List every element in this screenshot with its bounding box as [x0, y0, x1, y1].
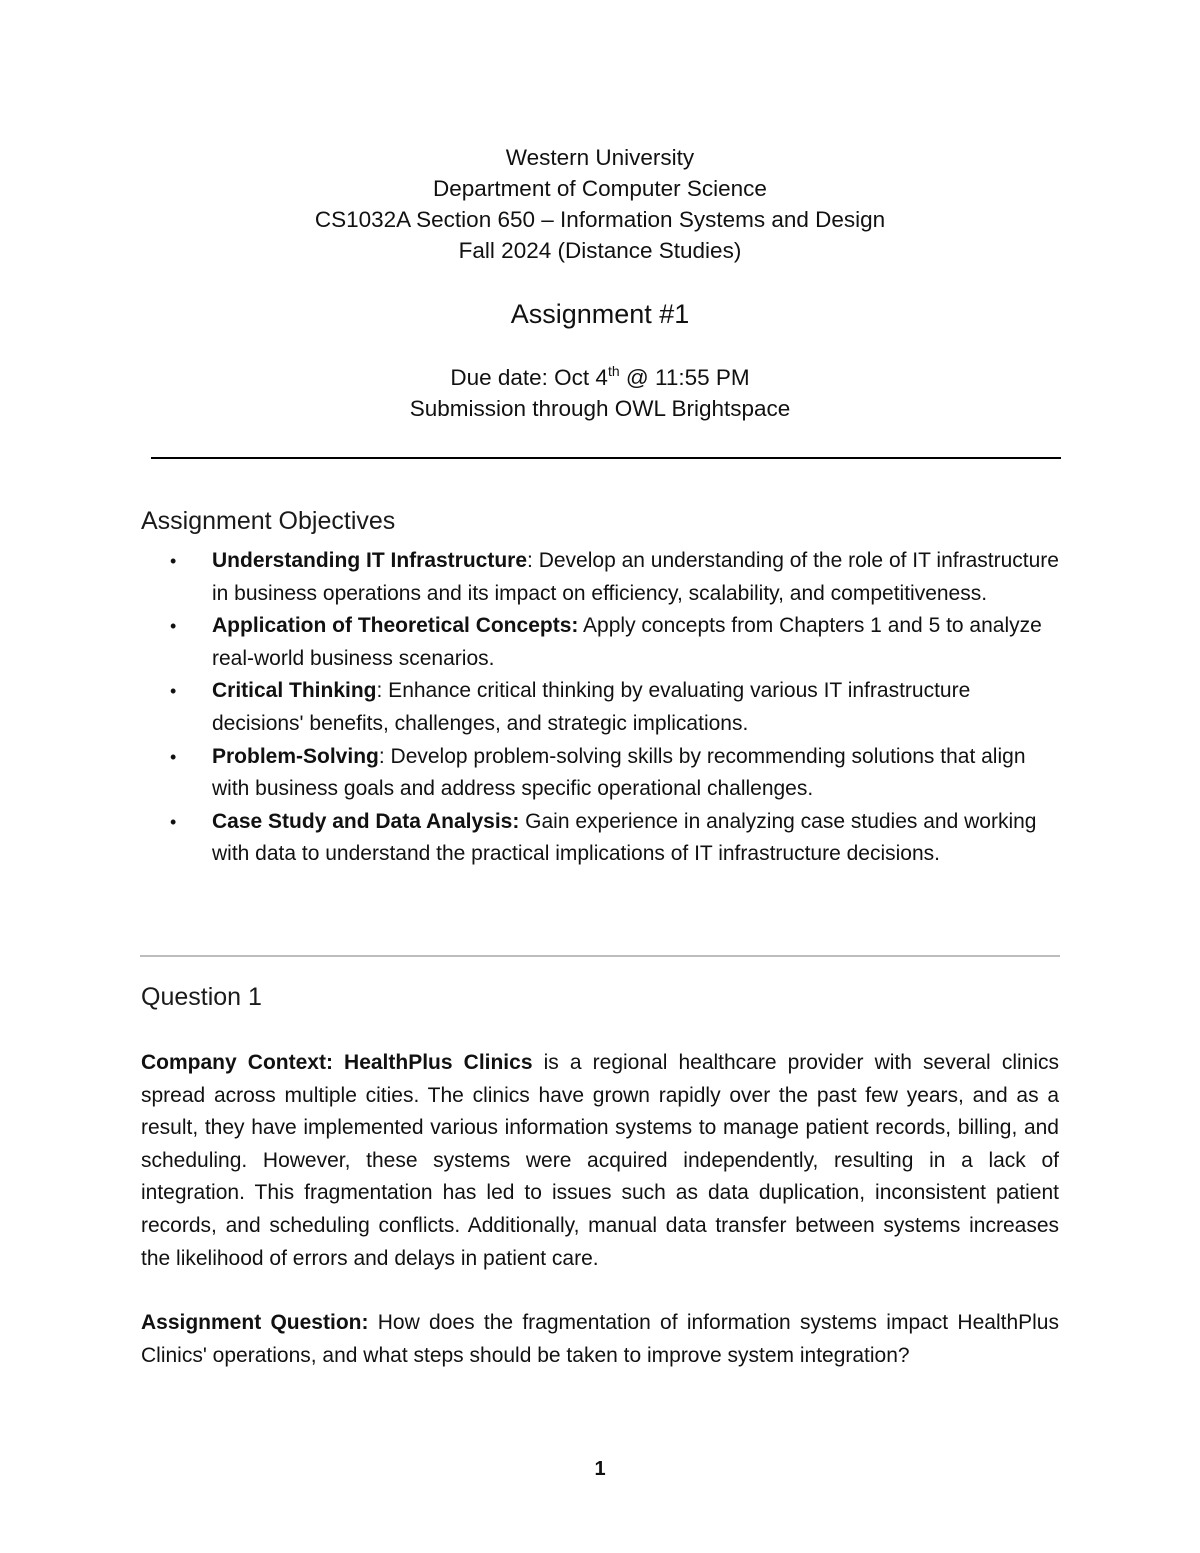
- due-date-prefix: Due date: Oct 4: [450, 365, 608, 390]
- due-date: [0, 362, 1200, 393]
- course-name: CS1032A Section 650 – Information Systems and Design: [314, 207, 886, 232]
- objective-term: Understanding IT Infrastructure: [212, 549, 528, 572]
- bullet-icon: •: [170, 616, 177, 637]
- objective-text: : Develop an understanding of the role of IT infrastructure in business operations and its impact on efficiency, scalability, and competitiveness.: [212, 549, 1059, 605]
- bullet-icon: •: [170, 551, 177, 571]
- bullet-icon: •: [170, 746, 177, 767]
- objective-term: Critical Thinking: [212, 679, 377, 703]
- objectives-list: [141, 545, 1061, 871]
- objective-text: : Develop problem-solving skills by recommending solutions that align with business goals and address specific operational challenges.: [212, 744, 1026, 801]
- objective-item: [141, 806, 1061, 871]
- company-context-paragraph: [141, 1047, 1059, 1275]
- term-name: Fall 2024 (Distance Studies): [458, 238, 742, 263]
- document-header: [0, 142, 1200, 266]
- department-name: Department of Computer Science: [433, 176, 767, 201]
- due-block: [0, 362, 1200, 424]
- objective-text: Gain experience in analyzing case studies and working with data to understand the practical implications of IT infrastructure decisions.: [212, 809, 1037, 866]
- assignment-question-text: How does the fragmentation of information systems impact HealthPlus Clinics' operations, and what steps should be taken to improve system integration?: [141, 1311, 1059, 1367]
- assignment-question-label: Assignment Question:: [141, 1311, 369, 1334]
- objective-term: Application of Theoretical Concepts:: [212, 614, 579, 638]
- submission-note: Submission through OWL Brightspace: [409, 396, 791, 421]
- objective-item: [141, 610, 1061, 675]
- page-number: 1: [594, 1458, 606, 1480]
- section-divider: [140, 955, 1060, 957]
- bullet-icon: •: [170, 681, 177, 702]
- bullet-icon: •: [170, 811, 177, 832]
- objective-term: Case Study and Data Analysis:: [212, 809, 520, 833]
- question-heading: Question 1: [141, 983, 262, 1011]
- header-divider: [151, 457, 1061, 459]
- due-date-superscript: th: [607, 363, 620, 379]
- university-name: Western University: [505, 145, 695, 170]
- objective-item: [141, 545, 1061, 610]
- company-context-label: Company Context: HealthPlus Clinics: [141, 1051, 533, 1074]
- objective-text: Apply concepts from Chapters 1 and 5 to analyze real-world business scenarios.: [212, 614, 1042, 670]
- company-context-text: is a regional healthcare provider with several clinics spread across multiple cities. The clinics have grown rapidly over the past few years, and as a result, they have implemented various information systems to manage patient records, billing, and scheduling. However, these systems were acquired independently, resulting in a lack of integration. This fragmentation has led to issues such as data duplication, inconsistent patient records, and scheduling conflicts. Additionally, manual data transfer between systems increases the likelihood of errors and delays in patient care.: [141, 1051, 1059, 1270]
- objective-term: Problem-Solving: [212, 744, 379, 768]
- objectives-heading: Assignment Objectives: [141, 507, 396, 535]
- objective-item: [141, 675, 1061, 740]
- due-date-suffix: @ 11:55 PM: [619, 365, 750, 390]
- assignment-title: Assignment #1: [510, 299, 690, 329]
- objective-text: : Enhance critical thinking by evaluating various IT infrastructure decisions' benefits, challenges, and strategic implications.: [212, 679, 971, 735]
- objective-item: [141, 741, 1061, 806]
- assignment-question-paragraph: [141, 1307, 1059, 1372]
